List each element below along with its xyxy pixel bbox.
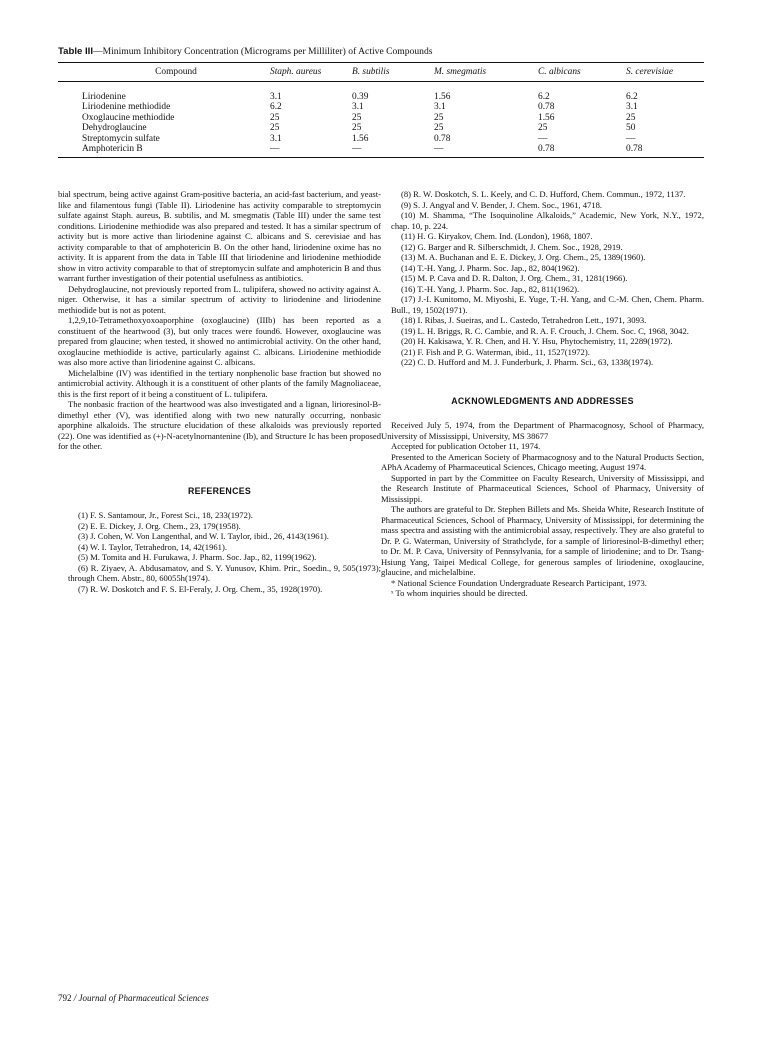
table-cell: 0.39 bbox=[352, 92, 369, 102]
reference-item: (4) W. I. Taylor, Tetrahedron, 14, 42(1961). bbox=[78, 541, 227, 552]
table-cell: 6.2 bbox=[626, 92, 638, 102]
table-cell: 25 bbox=[270, 123, 280, 134]
reference-item: (15) M. P. Cava and D. R. Dalton, J. Org. Chem., 31, 1281(1966). bbox=[401, 273, 628, 283]
left-column bbox=[58, 189, 381, 594]
table-cell: 3.1 bbox=[270, 133, 282, 144]
right-column bbox=[381, 189, 704, 599]
reference-item: (16) T.-H. Yang, J. Pharm. Soc. Jap., 82, 811(1962). bbox=[401, 283, 580, 294]
table-title-label: Table III bbox=[58, 46, 94, 57]
reference-item: (2) E. E. Dickey, J. Org. Chem., 23, 179(1958). bbox=[78, 520, 241, 531]
table-cell: 0.78 bbox=[538, 144, 626, 158]
reference-item: (8) R. W. Doskotch, S. L. Keely, and C. D. Hufford, Chem. Commun., 1972, 1137. bbox=[401, 189, 686, 199]
body-paragraph: Dehydroglaucine, not previously reported from L. tulipifera, showed no activity against A. niger. Otherwise, it has a similar spectrum of activity to liriodenine and liriodenine methiodide but is not as potent. bbox=[58, 283, 381, 315]
body-paragraph: Michelalbine (IV) was identified in the tertiary nonphenolic base fraction but showed no antimicrobial activity. Although it is a constituent of other plants of the family Magnoliaceae, this is the first report of it being a constituent of L. tulipifera. bbox=[58, 367, 381, 399]
reference-item: (21) F. Fish and P. G. Waterman, ibid., 11, 1527(1972). bbox=[401, 346, 590, 357]
table-cell: Liriodenine methiodide bbox=[82, 102, 171, 113]
table-cell: 25 bbox=[626, 112, 636, 123]
table-cell: — bbox=[270, 144, 352, 158]
page-footer bbox=[58, 993, 209, 1003]
table-cell: Oxoglaucine methiodide bbox=[82, 112, 175, 123]
ack-paragraph: The authors are grateful to Dr. Stephen Billets and Ms. Sheida White, Research Institute of Pharmaceutical Sciences, School of Pharmacy, University of Mississippi, for determining the mass spectra and assisting with the antimicrobial assay, respectively. They are also grateful to Dr. P. G. Waterman, University of Strathclyde, for a sample of lirioresinol-B-dimethyl ether; to Dr. M. P. Cava, University of Pennsylvania, for a sample of liriodenine; and to Dr. Tsang-Hsiung Yang, Taipei Medical College, for generous samples of liriodenine, oxoglaucine, glaucine, and michelalbine. bbox=[381, 504, 704, 577]
table-cell: 25 bbox=[434, 112, 444, 123]
col-header-bsubtilis: B. subtilis bbox=[352, 63, 434, 82]
ack-paragraph: Supported in part by the Committee on Faculty Research, University of Mississippi, and the Research Institute of Pharmaceutical Sciences, School of Pharmacy, University of Mississippi. bbox=[381, 472, 704, 504]
ack-paragraph: Accepted for publication October 11, 1974. bbox=[391, 441, 541, 451]
reference-item: (19) L. H. Briggs, R. C. Cambie, and R. A. F. Crouch, J. Chem. Soc. C, 1968, 3042. bbox=[401, 325, 689, 336]
table-cell: Liriodenine bbox=[82, 92, 126, 102]
table-cell: 1.56 bbox=[434, 92, 451, 102]
reference-item: (18) I. Ribas, J. Sueiras, and L. Castedo, Tetrahedron Lett., 1971, 3093. bbox=[401, 315, 647, 325]
table-cell: 6.2 bbox=[270, 102, 282, 113]
table-cell: 3.1 bbox=[270, 92, 282, 102]
table-row bbox=[58, 144, 704, 158]
table-cell: 25 bbox=[352, 112, 362, 123]
table-cell: 25 bbox=[270, 112, 280, 123]
table-cell: — bbox=[626, 133, 636, 144]
table-cell: 50 bbox=[626, 123, 636, 134]
table-cell: 25 bbox=[434, 123, 444, 134]
table-cell: 3.1 bbox=[626, 102, 638, 113]
mic-table-block bbox=[58, 46, 704, 158]
reference-item: (14) T.-H. Yang, J. Pharm. Soc. Jap., 82, 804(1962). bbox=[401, 262, 580, 273]
table-title-text: —Minimum Inhibitory Concentration (Micrograms per Milliliter) of Active Compounds bbox=[93, 46, 433, 57]
table-cell: 25 bbox=[538, 123, 548, 134]
body-paragraph: The nonbasic fraction of the heartwood was also investigated and a lignan, lirioresinol-B-dimethyl ether (V), was identified along with two new naturally occurring, nonbasic aporphine alkaloids. The structure elucidation of these alkaloids was previously reported (22). One was identified as (+)-N-acetylnornantenine (Ib), and Structure Ic has been proposed for the other. bbox=[58, 399, 381, 451]
table-row bbox=[58, 102, 704, 112]
table-row bbox=[58, 134, 704, 144]
table-cell: 3.1 bbox=[434, 102, 446, 113]
table-cell: 1.56 bbox=[352, 133, 369, 144]
table-cell: — bbox=[434, 144, 538, 158]
col-header-scerevisiae: S. cerevisiae bbox=[626, 63, 704, 82]
reference-item: (9) S. J. Angyal and V. Bender, J. Chem. Soc., 1961, 4718. bbox=[401, 199, 603, 210]
ack-paragraph: Presented to the American Society of Pharmacognosy and to the Natural Products Section, APhA Academy of Pharmaceutical Sciences, Chicago meeting, August 1974. bbox=[381, 451, 704, 472]
reference-item: (1) F. S. Santamour, Jr., Forest Sci., 18, 233(1972). bbox=[78, 510, 253, 520]
table-cell: 0.78 bbox=[626, 144, 704, 158]
table-row bbox=[58, 123, 704, 133]
table-cell: 3.1 bbox=[352, 102, 364, 113]
acknowledgments-heading: ACKNOWLEDGMENTS AND ADDRESSES bbox=[451, 395, 634, 406]
body-paragraph: 1,2,9,10-Tetramethoxyoxoaporphine (oxoglaucine) (IIIb) has been reported as a constituent of the heartwood (3), but only traces were found6. However, oxoglaucine was prepared from glaucine; when tested, it showed no antimicrobial activity. On the other hand, oxoglaucine methiodide is active, particularly against C. albicans. Liriodenine methiodide was also more active than liriodenine against C. albicans. bbox=[58, 315, 381, 367]
col-header-msmegmatis: M. smegmatis bbox=[434, 63, 538, 82]
table-cell: — bbox=[538, 133, 548, 144]
table-cell: 0.78 bbox=[538, 102, 555, 113]
table-cell: 6.2 bbox=[538, 92, 550, 102]
reference-item: (13) M. A. Buchanan and E. E. Dickey, J. Org. Chem., 25, 1389(1960). bbox=[401, 252, 646, 262]
reference-item: (6) R. Ziyaev, A. Abdusamatov, and S. Y. Yunusov, Khim. Prir., Soedin., 9, 505(1973); through Chem. Abstr., 80, 60055h(1974). bbox=[68, 562, 381, 583]
table-cell: 0.78 bbox=[434, 133, 451, 144]
table-row bbox=[58, 113, 704, 123]
reference-item: (17) J.-I. Kunitomo, M. Miyoshi, E. Yuge, T.-H. Yang, and C.-M. Chen, Chem. Pharm. Bull., 19, 1502(1971). bbox=[391, 294, 704, 315]
table-header-row bbox=[58, 63, 704, 82]
reference-item: (3) J. Cohen, W. Von Langenthal, and W. I. Taylor, ibid., 26, 4143(1961). bbox=[78, 531, 329, 541]
reference-item: (20) H. Kakisawa, Y. R. Chen, and H. Y. Hsu, Phytochemistry, 11, 2289(1972). bbox=[401, 336, 673, 346]
reference-item: (10) M. Shamma, “The Isoquinoline Alkaloids,” Academic, New York, N.Y., 1972, chap. 10, p. 224. bbox=[391, 210, 704, 231]
table-cell: 1.56 bbox=[538, 112, 555, 123]
table-cell: 25 bbox=[352, 123, 362, 134]
reference-item: (11) H. G. Kiryakov, Chem. Ind. (London), 1968, 1807. bbox=[401, 231, 593, 241]
table-cell: Streptomycin sulfate bbox=[82, 133, 160, 144]
ack-paragraph: * National Science Foundation Undergraduate Research Participant, 1973. bbox=[391, 577, 647, 588]
ack-paragraph: ˣ To whom inquiries should be directed. bbox=[391, 588, 528, 598]
table-cell: — bbox=[352, 144, 434, 158]
reference-item: (5) M. Tomita and H. Furukawa, J. Pharm. Soc. Jap., 82, 1199(1962). bbox=[78, 552, 317, 562]
mic-table bbox=[58, 62, 704, 158]
reference-item: (12) G. Barger and R. Silberschmidt, J. Chem. Soc., 1928, 2919. bbox=[401, 241, 623, 252]
table-row bbox=[58, 82, 704, 103]
ack-paragraph: Received July 5, 1974, from the Department of Pharmacognosy, School of Pharmacy, University of Mississippi, University, MS 38677 bbox=[381, 420, 704, 441]
reference-item: (7) R. W. Doskotch and F. S. El-Feraly, J. Org. Chem., 35, 1928(1970). bbox=[78, 583, 323, 594]
table-cell: Amphotericin B bbox=[58, 144, 270, 158]
col-header-compound: Compound bbox=[58, 63, 270, 82]
col-header-staph: Staph. aureus bbox=[270, 63, 352, 82]
journal-name: / Journal of Pharmaceutical Sciences bbox=[73, 993, 209, 1003]
page-number: 792 bbox=[58, 993, 72, 1003]
table-cell: Dehydroglaucine bbox=[82, 123, 147, 134]
table-title bbox=[58, 46, 704, 58]
col-header-calbicans: C. albicans bbox=[538, 63, 626, 82]
reference-item: (22) C. D. Hufford and M. J. Funderburk, J. Pharm. Sci., 63, 1338(1974). bbox=[401, 357, 654, 367]
body-paragraph: bial spectrum, being active against Gram-positive bacteria, an acid-fast bacterium, and yeast-like and filamentous fungi (Table II). Liriodenine has activity comparable to streptomycin sulfate against Staph. aureus, B. subtilis, and M. smegmatis (Table III) under the same test conditions. Liriodenine methiodide was also prepared and tested. It has a similar spectrum of activity but is more active than liriodenine against C. albicans and S. cerevisiae and has activity comparable to that of amphotericin B. On the other hand, liriodenine oxime has no activity. It is apparent from the data in Table III that liriodenine and liriodenine methiodide show in vitro activity comparable to that of streptomycin sulfate and amphotericin B and thus warrant further investigation of their potential usefulness as antibiotics. bbox=[58, 189, 381, 283]
references-heading: REFERENCES bbox=[187, 485, 252, 496]
